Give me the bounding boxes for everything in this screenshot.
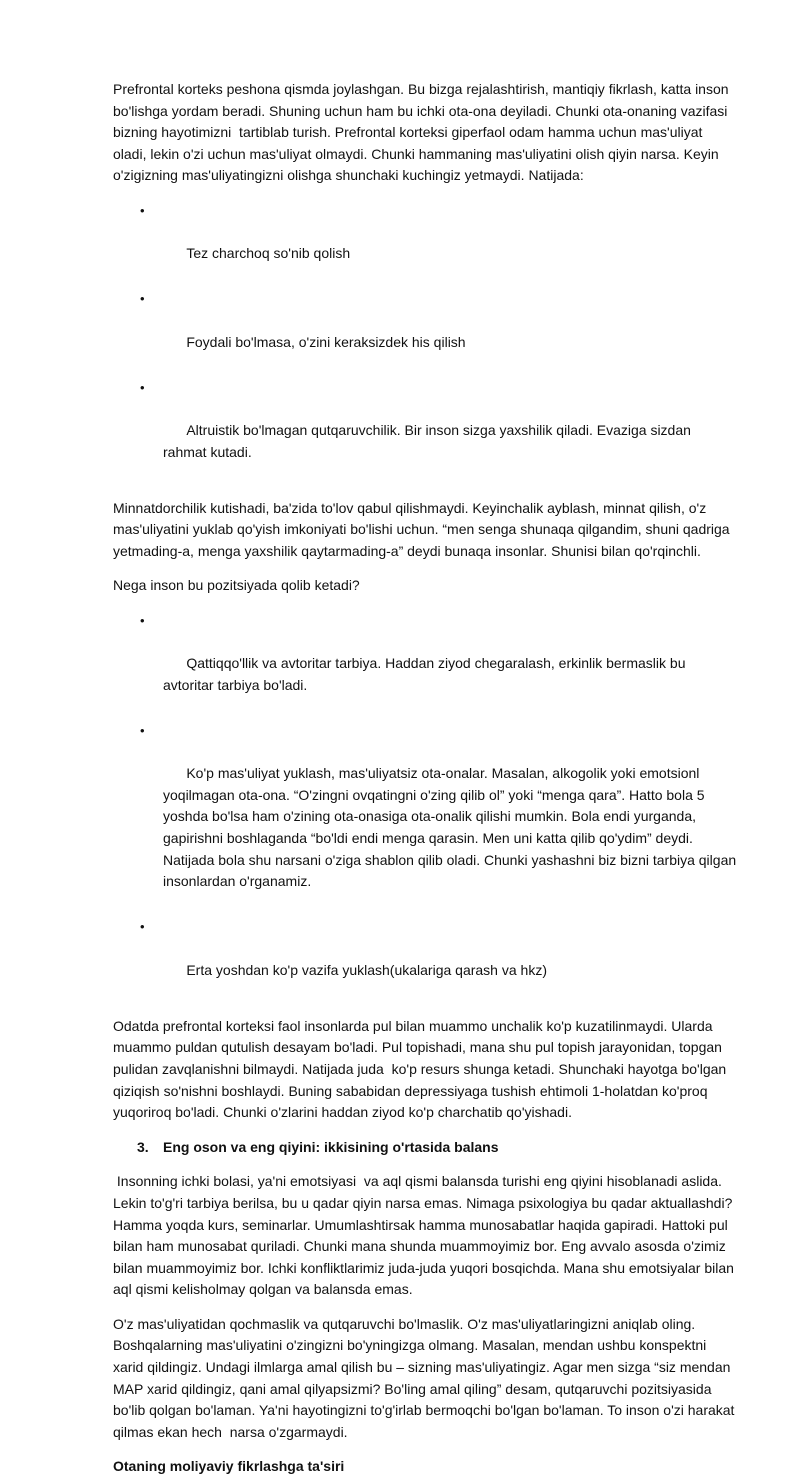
- list-item-text: Erta yoshdan ko'p vazifa yuklash(ukalariga qarash va hkz): [186, 961, 547, 978]
- paragraph-prefrontal-intro: Prefrontal korteks peshona qismda joylashgan. Bu bizga rejalashtirish, mantiqiy fikrlash, katta inson bo'lishga yordam beradi. Shuning uchun ham bu ichki ota-ona deyiladi. Chunki ota-onaning vazifasi bizning hayotimizni tartiblab turish. Prefrontal korteksi giperfaol odam hamma uchun mas'uliyat oladi, lekin o'zi uchun mas'uliyat olmaydi. Chunki hammaning mas'uliyatini olish qiyin narsa. Keyin o'zigizning mas'uliyatingizni olishga shunchaki kuchingiz yetmaydi. Natijada:: [113, 81, 733, 184]
- heading-number: 3.: [137, 1138, 149, 1155]
- bullet-icon: •: [140, 919, 145, 935]
- bold-heading-otaning-moliyaviy: Otaning moliyaviy fikrlashga ta'siri: [113, 1458, 345, 1475]
- bullet-icon: •: [140, 202, 145, 218]
- list-item-text: Foydali bo'lmasa, o'zini keraksizdek his qilish: [186, 333, 466, 350]
- list-item: [113, 720, 741, 914]
- bullet-icon: •: [140, 291, 145, 307]
- list-item-text: Ko'p mas'uliyat yuklash, mas'uliyatsiz ota-onalar. Masalan, alkogolik yoki emotsionl yoqilmagan ota-ona. “O'zingni ovqatingni o'zing qilib ol” yoki “menga qara”. Hatto bola 5 yoshda bo'lsa ham o'zining ota-onasiga ota-onalik qilishi mumkin. Bola endi yurganda, gapirishni boshlaganda “bo'ldi endi menga qarasin. Men uni katta qilib qo'ydim” deydi. Natijada bola shu narsani o'ziga shablon qilib oladi. Chunki yashashni biz bizni tarbiya qilgan insonlardan o'rganamiz.: [163, 765, 741, 890]
- bullet-list-natijada: [113, 200, 737, 485]
- list-item: [113, 288, 737, 374]
- bullet-list-sabablar: [113, 610, 741, 1003]
- list-item-text: Qattiqqo'llik va avtoritar tarbiya. Haddan ziyod chegaralash, erkinlik bermaslik bu avtoritar tarbiya bo'ladi.: [163, 655, 690, 693]
- list-item: [113, 377, 737, 485]
- list-item-text: Altruistik bo'lmagan qutqaruvchilik. Bir inson sizga yaxshilik qiladi. Evaziga sizdan rahmat kutadi.: [163, 421, 695, 460]
- list-item: [113, 200, 737, 286]
- list-item: [113, 610, 737, 718]
- bullet-icon: •: [140, 613, 145, 629]
- paragraph-insonning-ichki-bolasi: Insonning ichki bolasi, ya'ni emotsiyasi va aql qismi balansda turishi eng qiyini hisoblanadi aslida. Lekin to'g'ri tarbiya berilsa, bu u qadar qiyin narsa emas. Nimaga psixologiya bu qadar aktuallashdi? Hamma yoqda kurs, seminarlar. Umumlashtirsak hamma munosabatlar haqida gapiradi. Hattoki pul bilan ham munosabat quriladi. Chunki mana shunda muammoyimiz bor. Eng avvalo asosda o'zimiz bilan muammoyimiz bor. Ichki konfliktlarimiz juda-juda yuqori bosqichda. Mana shu emotsiyalar bilan aql qismi kelisholmay qolgan va balansda emas.: [113, 1173, 738, 1298]
- paragraph-nega-inson-question: Nega inson bu pozitsiyada qolib ketadi?: [113, 577, 360, 594]
- paragraph-minnatdorchilik: Minnatdorchilik kutishadi, ba'zida to'lov qabul qilishmaydi. Keyinchalik ayblash, minnat qilish, o'z mas'uliyatini yuklab qo'yish imkoniyati bo'lishi uchun. “men senga shunaqa qilgandim, shuni qadriga yetmading-a, menga yaxshilik qaytarmading-a” deydi bunaqa insonlar. Shunisi bilan qo'rqinchli.: [113, 499, 734, 559]
- paragraph-odatda-prefrontal: Odatda prefrontal korteksi faol insonlarda pul bilan muammo unchalik ko'p kuzatilinmaydi. Ularda muammo puldan qutulish desayam bo'ladi. Pul topishadi, mana shu pul topish jarayonidan, topgan pulidan zavqlanishni bilmaydi. Natijada juda ko'p resurs shunga ketadi. Shunchaki hayotga bo'lgan qiziqish so'nishni boshlaydi. Buning sababidan depressiyaga tushish ehtimoli 1-holatdan ko'proq yuqoriroq bo'ladi. Chunki o'zlarini haddan ziyod ko'p charchatib qo'yishadi.: [113, 1017, 731, 1121]
- paragraph-masuliyatdan-qochmaslik: O'z mas'uliyatidan qochmaslik va qutqaruvchi bo'lmaslik. O'z mas'uliyatlaringizni aniqlab oling. Boshqalarning mas'uliyatini o'zingizni bo'yningizga olmang. Masalan, mendan ushbu konspektni xarid qildingiz. Undagi ilmlarga amal qilish bu – sizning mas'uliyatingiz. Agar men sizga “siz mendan MAP xarid qildingiz, qani amal qilyapsizmi? Bo'ling amal qiling” desam, qutqaruvchi pozitsiyasida bo'lib qolgan bo'laman. Ya'ni hayotingizni to'g'irlab bermoqchi bo'lgan bo'laman. To inson o'zi harakat qilmas ekan hech narsa o'zgarmaydi.: [113, 1315, 739, 1440]
- bullet-icon: •: [140, 723, 145, 739]
- heading-text: Eng oson va eng qiyini: ikkisining o'rtasida balans: [163, 1138, 499, 1155]
- bullet-icon: •: [140, 379, 145, 395]
- list-item-text: Tez charchoq so'nib qolish: [186, 245, 351, 262]
- numbered-heading-balans: [113, 1137, 737, 1159]
- list-item: [113, 916, 737, 1002]
